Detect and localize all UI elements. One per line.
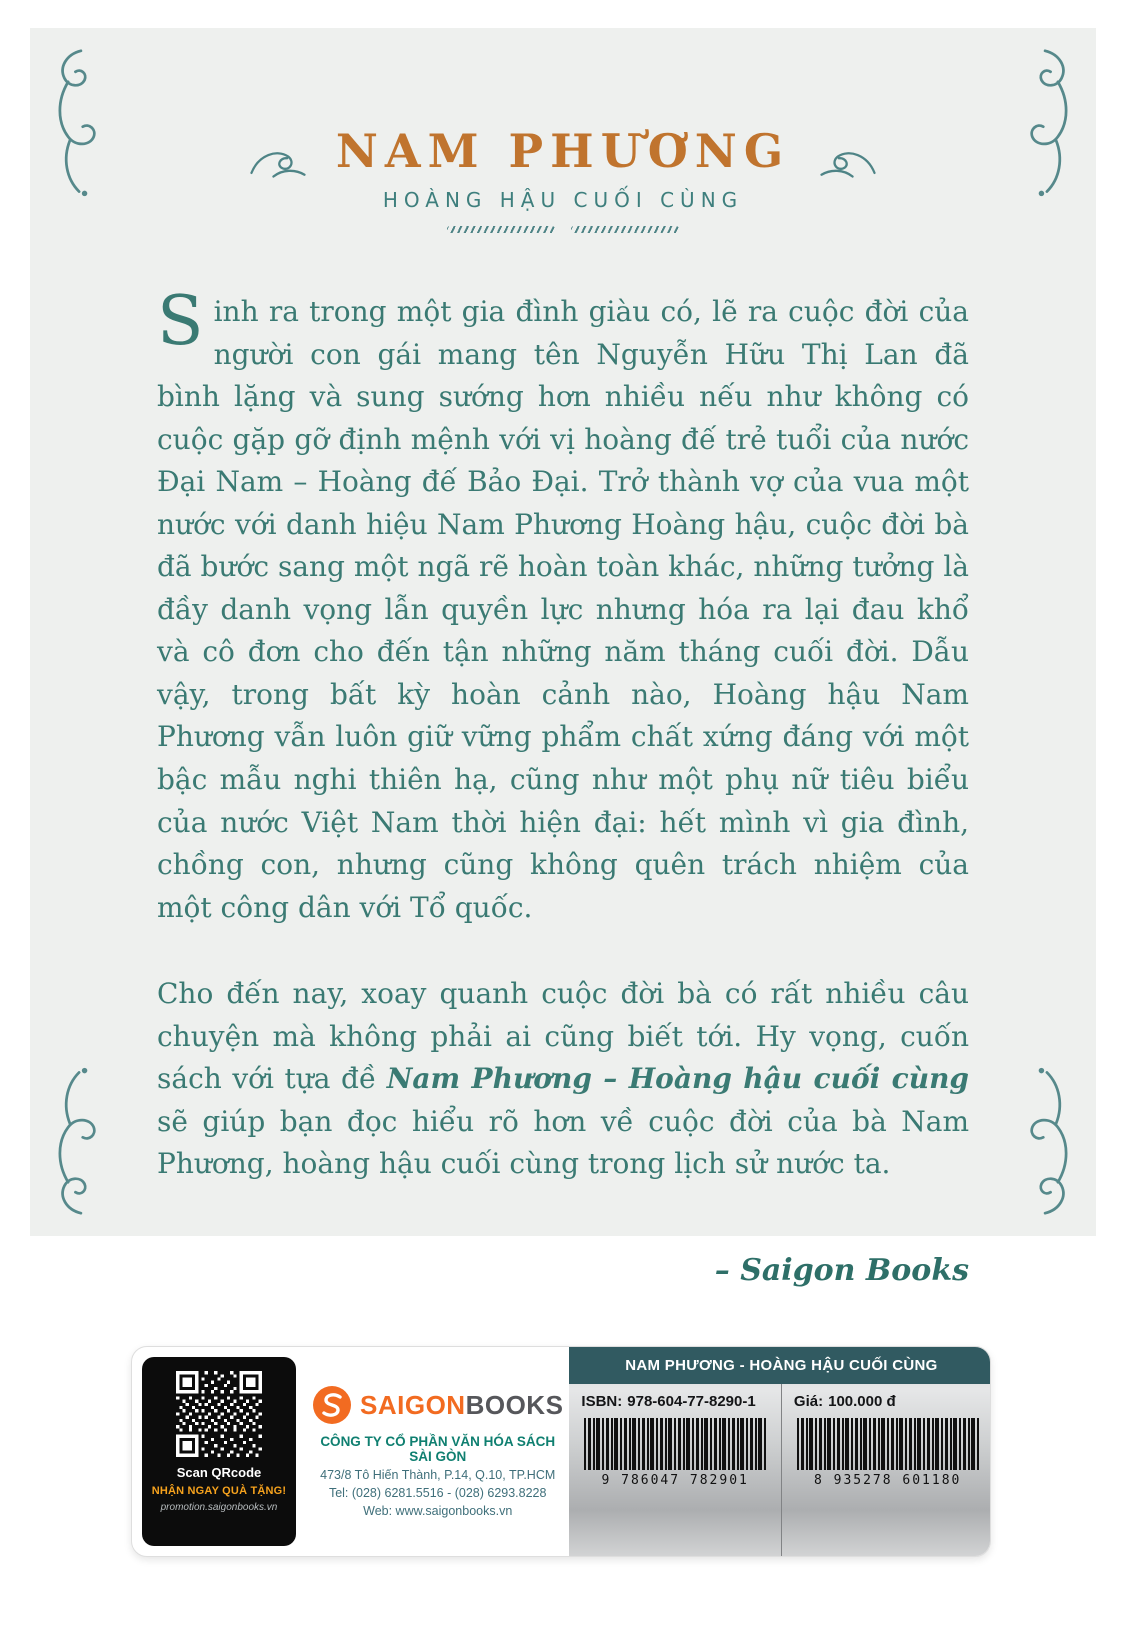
inline-book-title: Nam Phương – Hoàng hậu cuối cùng xyxy=(386,1062,970,1096)
price-row xyxy=(794,1393,982,1410)
barcode-isbn xyxy=(584,1418,766,1488)
paragraph-2-lead: Cho đến nay, xoay quanh cuộc đời bà có rất nhiều câu chuyện mà không phải ai cũng biết tới. Hy vọng, cuốn sách với tựa đề xyxy=(157,977,969,1096)
corner-flourish-icon xyxy=(1014,1062,1078,1220)
brand-saigon: SAIGON xyxy=(360,1389,466,1420)
publisher-logo xyxy=(312,1385,563,1425)
gift-label: NHẬN NGAY QUÀ TẶNG! xyxy=(151,1485,287,1497)
qr-panel xyxy=(142,1357,296,1546)
barcode-bars xyxy=(584,1418,766,1470)
header-swirl-icon xyxy=(246,138,310,184)
cover-header xyxy=(30,28,1096,233)
brand-books: BOOKS xyxy=(465,1389,564,1420)
company-address: 473/8 Tô Hiến Thành, P.14, Q.10, TP.HCM xyxy=(320,1468,556,1482)
price-label: Giá: xyxy=(793,1393,824,1410)
barcode-number: 8 935278 601180 xyxy=(813,1473,962,1488)
scan-qr-label: Scan QRcode xyxy=(176,1465,262,1480)
book-info-panel xyxy=(569,1347,991,1556)
barcode-number: 9 786047 782901 xyxy=(601,1473,749,1488)
paragraph-1-text: inh ra trong một gia đình giàu có, lẽ ra cuộc đời của người con gái mang tên Nguyễn Hữu Thị Lan đã bình lặng và sung sướng hơn nhiều nếu như không có cuộc gặp gỡ định mệnh với vị hoàng đế trẻ tuổi của nước Đại Nam – Hoàng đế Bảo Đại. Trở thành vợ của vua một nước với danh hiệu Nam Phương Hoàng hậu, cuộc đời bà đã bước sang một ngã rẽ hoàn toàn khác, những tưởng là đầy danh vọng lẫn quyền lực nhưng hóa ra lại đau khổ và cô đơn cho đến tận những năm tháng cuối đời. Dẫu vậy, trong bất kỳ hoàn cảnh nào, Hoàng hậu Nam Phương vẫn luôn giữ vững phẩm chất xứng đáng với một bậc mẫu nghi thiên hạ, cũng như một phụ nữ tiêu biểu của nước Việt Nam thời hiện đại: hết mình vì gia đình, chồng con, nhưng cũng không quên trách nhiệm của một công dân với Tổ quốc. xyxy=(157,295,969,924)
company-name: CÔNG TY CỔ PHẦN VĂN HÓA SÁCH SÀI GÒN xyxy=(320,1434,556,1464)
corner-flourish-icon xyxy=(48,1062,112,1220)
synopsis-paragraph-1 xyxy=(157,282,969,929)
company-web: Web: www.saigonbooks.vn xyxy=(363,1504,513,1518)
page-subtitle: HOÀNG HẬU CUỐI CÙNG xyxy=(382,188,744,212)
ornament-divider xyxy=(447,226,679,233)
isbn-label: ISBN: xyxy=(581,1393,623,1410)
saigonbooks-logo-icon xyxy=(312,1385,352,1425)
isbn-value: 978-604-77-8290-1 xyxy=(627,1393,756,1410)
isbn-row xyxy=(581,1393,769,1410)
cover-card xyxy=(30,28,1096,1288)
book-info-title: NAM PHƯƠNG - HOÀNG HẬU CUỐI CÙNG xyxy=(569,1347,991,1384)
dropcap: S xyxy=(157,282,204,361)
header-swirl-icon xyxy=(816,138,880,184)
company-tel: Tel: (028) 6281.5516 - (028) 6293.8228 xyxy=(328,1486,547,1500)
publisher-block xyxy=(306,1347,569,1556)
barcode-ean xyxy=(797,1418,979,1488)
qr-code xyxy=(173,1368,265,1460)
signature: – Saigon Books xyxy=(714,1252,969,1288)
synopsis-paragraph-2 xyxy=(157,973,969,1186)
isbn-column xyxy=(569,1384,781,1556)
corner-flourish-icon xyxy=(1014,44,1078,202)
price-value: 100.000 đ xyxy=(828,1393,896,1410)
barcode-bars xyxy=(797,1418,979,1470)
price-column xyxy=(781,1384,991,1556)
paragraph-2-tail: sẽ giúp bạn đọc hiểu rõ hơn về cuộc đời của bà Nam Phương, hoàng hậu cuối cùng trong lịch sử nước ta. xyxy=(157,1104,969,1181)
promo-url: promotion.saigonbooks.vn xyxy=(160,1502,278,1513)
page-title: NAM PHƯƠNG xyxy=(335,124,791,178)
synopsis xyxy=(157,282,970,1294)
publisher-bar xyxy=(131,1346,991,1557)
corner-flourish-icon xyxy=(48,44,112,202)
